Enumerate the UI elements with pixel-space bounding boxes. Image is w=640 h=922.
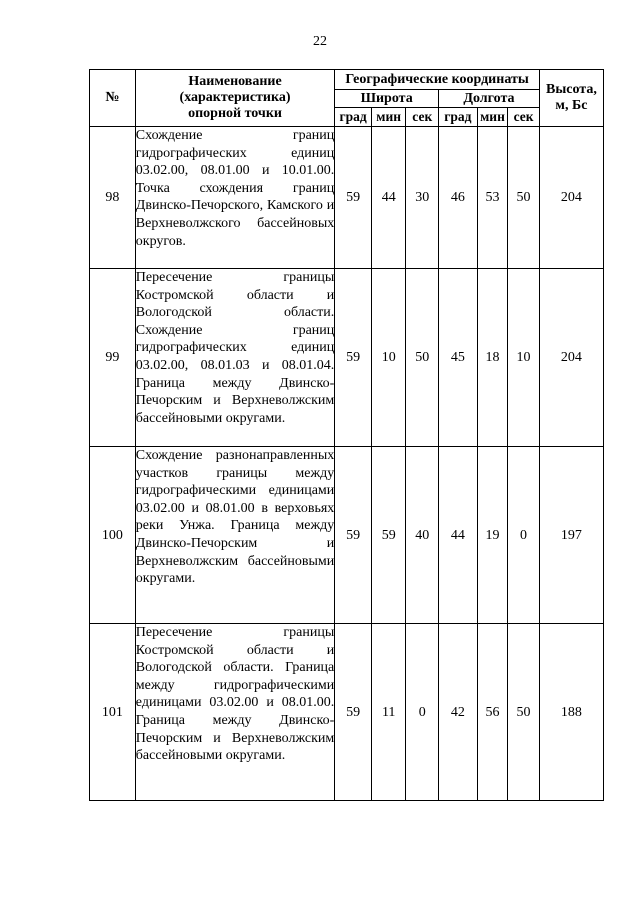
header-lat-sec: сек <box>406 108 439 127</box>
lat-min: 10 <box>371 269 406 447</box>
lon-sec: 10 <box>508 269 540 447</box>
lat-sec: 0 <box>406 624 439 801</box>
header-height-line2: м, Бс <box>555 98 588 113</box>
header-latitude: Широта <box>335 90 439 108</box>
lat-deg: 59 <box>335 447 372 624</box>
lon-deg: 45 <box>439 269 478 447</box>
header-lon-deg: град <box>439 108 478 127</box>
header-name <box>135 70 334 127</box>
row-description: Пересечение границы Костромской области и Вологодской области. Схождение границ гидрографических единиц 03.02.00, 08.01.03 и 08.01.04. Граница между Двинско-Печорским и Верхневолжским бассейновыми округами. <box>135 269 334 447</box>
lat-sec: 50 <box>406 269 439 447</box>
header-height-line1: Высота, <box>545 82 597 97</box>
row-number: 99 <box>90 269 136 447</box>
lon-min: 19 <box>477 447 508 624</box>
table-row <box>90 624 604 801</box>
table-row <box>90 269 604 447</box>
lon-sec: 50 <box>508 624 540 801</box>
lat-min: 11 <box>371 624 406 801</box>
height-value: 204 <box>539 127 603 269</box>
row-description: Пересечение границы Костромской области и Вологодской области. Граница между гидрографическими единицами 03.02.00 и 08.01.00. Граница между Двинско-Печорским и Верхневолжским бассейновыми округами. <box>135 624 334 801</box>
header-geo-coordinates: Географические координаты <box>335 70 540 90</box>
header-longitude: Долгота <box>439 90 540 108</box>
page-number: 22 <box>313 34 327 49</box>
header-lat-min: мин <box>371 108 406 127</box>
lon-deg: 46 <box>439 127 478 269</box>
height-value: 188 <box>539 624 603 801</box>
height-value: 197 <box>539 447 603 624</box>
row-description: Схождение границ гидрографических единиц 03.02.00, 08.01.00 и 10.01.00. Точка схождения границ Двинско-Печорского, Камского и Верхневолжского бассейновых округов. <box>135 127 334 269</box>
header-name-line1: Наименование <box>188 74 282 89</box>
header-number: № <box>90 70 136 127</box>
header-lon-min: мин <box>477 108 508 127</box>
lon-deg: 42 <box>439 624 478 801</box>
lon-min: 56 <box>477 624 508 801</box>
lat-min: 44 <box>371 127 406 269</box>
lon-sec: 0 <box>508 447 540 624</box>
lat-deg: 59 <box>335 624 372 801</box>
lat-sec: 40 <box>406 447 439 624</box>
table-row <box>90 447 604 624</box>
header-height <box>539 70 603 127</box>
lon-deg: 44 <box>439 447 478 624</box>
height-value: 204 <box>539 269 603 447</box>
lat-deg: 59 <box>335 127 372 269</box>
table-row <box>90 127 604 269</box>
row-description: Схождение разнонаправленных участков границы между гидрографическими единицами 03.02.00 и 08.01.00 в верховьях реки Унжа. Граница между Двинско-Печорским и Верхневолжским бассейновыми округами. <box>135 447 334 624</box>
lat-deg: 59 <box>335 269 372 447</box>
lat-sec: 30 <box>406 127 439 269</box>
lon-min: 53 <box>477 127 508 269</box>
row-number: 100 <box>90 447 136 624</box>
header-name-line2: (характеристика) <box>179 90 291 105</box>
lat-min: 59 <box>371 447 406 624</box>
header-lon-sec: сек <box>508 108 540 127</box>
header-name-line3: опорной точки <box>188 106 282 121</box>
row-number: 98 <box>90 127 136 269</box>
header-lat-deg: град <box>335 108 372 127</box>
lon-min: 18 <box>477 269 508 447</box>
reference-points-table <box>89 69 604 801</box>
lon-sec: 50 <box>508 127 540 269</box>
row-number: 101 <box>90 624 136 801</box>
